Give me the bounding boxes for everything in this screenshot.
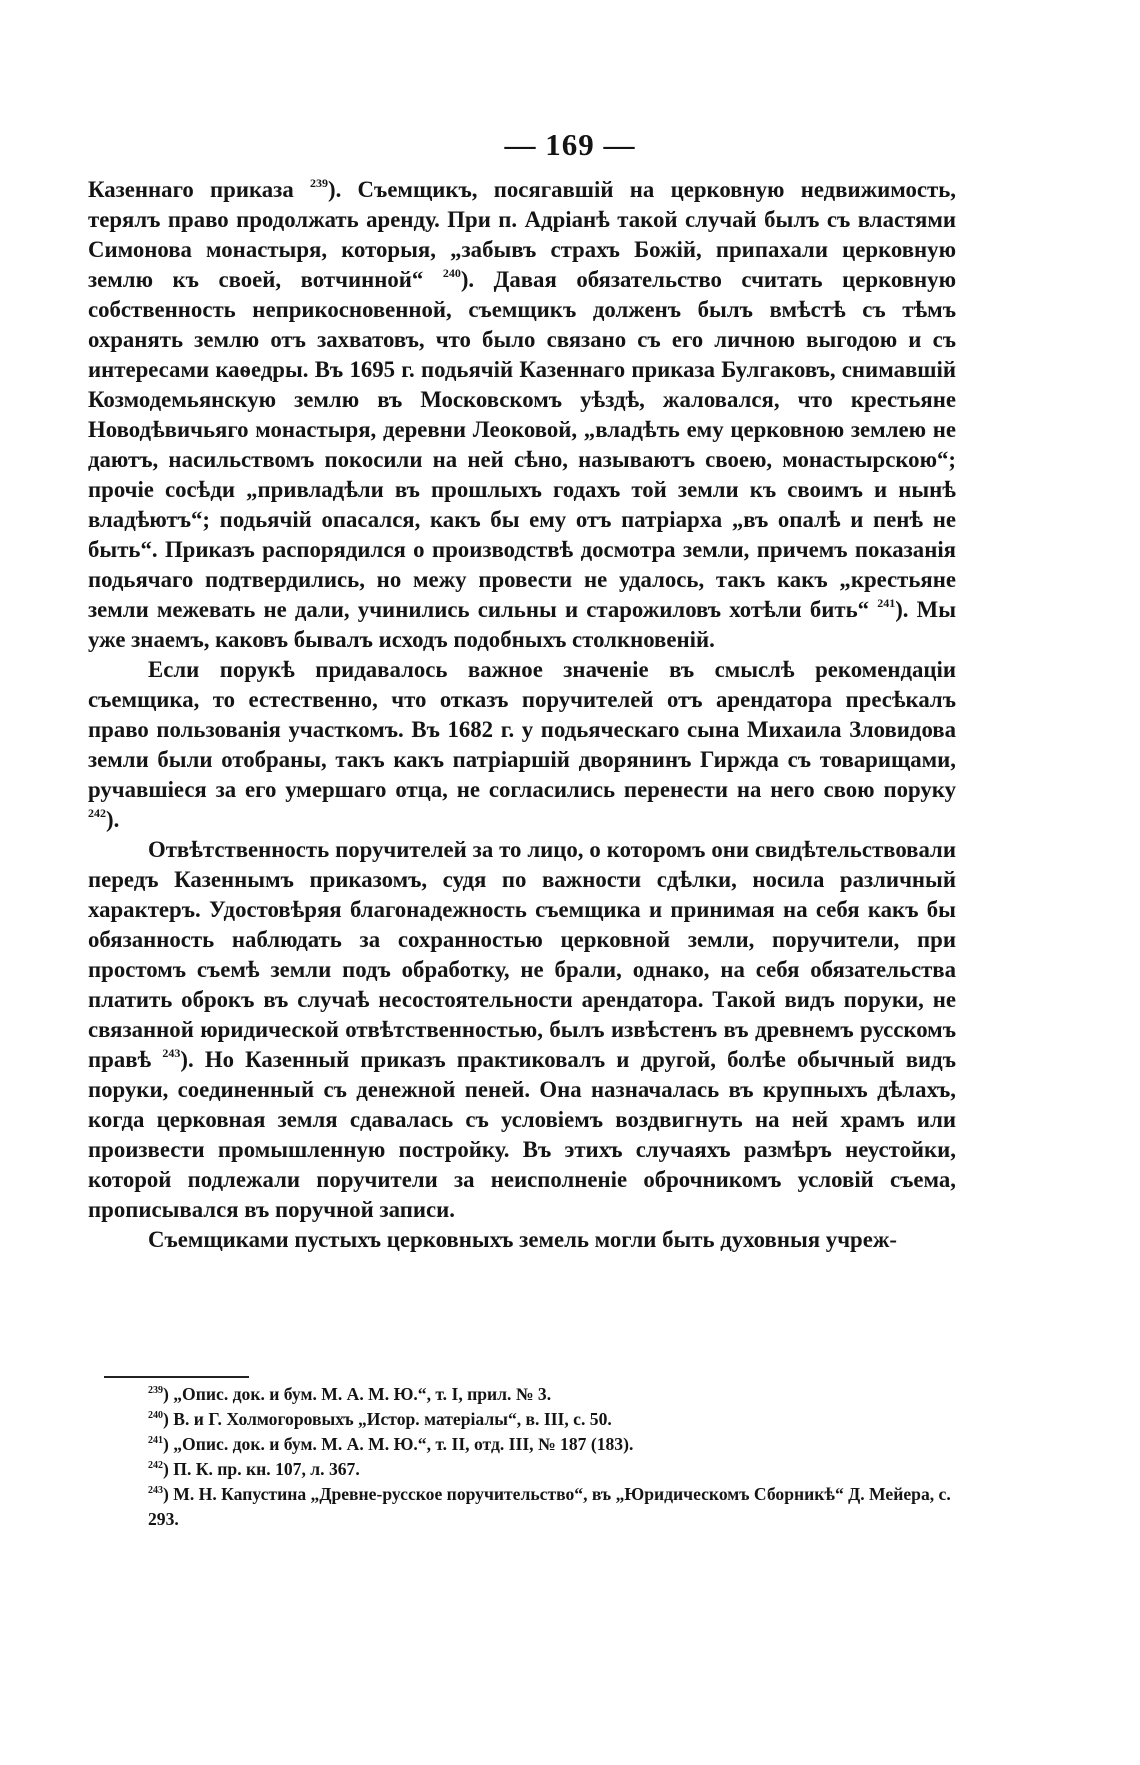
paragraph-text: Если порукѣ придавалось важное значеніе въ смыслѣ рекомендаціи съемщика, то естественно, что отказъ поручителей отъ арендатора пресѣкалъ право пользованія участкомъ. Въ 1682 г. у подьяческаго сына Михаила Зловидова земли были отобраны, такъ какъ патріаршій дворянинъ Гиржда съ товарищами, ручавшіеся за его умершаго отца, не согласились перенести на него свою поруку (88, 657, 956, 802)
footnote-number: 241 (148, 1435, 163, 1446)
footnote-ref: 239 (310, 176, 328, 190)
footnote (88, 1432, 956, 1457)
paragraph-text: ). Давая обязательство считать церковную собственность неприкосновенной, съемщикъ долженъ былъ вмѣстѣ съ тѣмъ охранять землю отъ захватовъ, что было связано съ его личною выгодою и съ интересами каѳедры. Въ 1695 г. подьячій Казеннаго приказа Булгаковъ, снимавшій Козмодемьянскую землю въ Московскомъ уѣздѣ, жаловался, что крестьяне Новодѣвичьяго монастыря, деревни Леоковой, „владѣть ему церковною землею не даютъ, насильствомъ покосили на ней сѣно, называютъ своею, монастырскою“; прочіе сосѣди „привладѣли въ прошлыхъ годахъ той земли къ своимъ и нынѣ владѣютъ“; подьячій опасался, какъ бы ему отъ патріарха „въ опалѣ и пенѣ не быть“. Приказъ распорядился о производствѣ досмотра земли, причемъ показанія подьячаго подтвердились, но межу провести не удалось, такъ какъ „крестьяне земли межевать не дали, учинились сильны и старожиловъ хотѣли бить“ (88, 267, 956, 622)
footnotes (88, 1382, 956, 1532)
footnote-rule (104, 1376, 249, 1378)
footnote-ref: 242 (88, 806, 106, 820)
footnote-ref: 243 (162, 1046, 181, 1060)
footnote-ref: 240 (442, 266, 461, 280)
footnote (88, 1457, 956, 1482)
footnote-text: ) В. и Г. Холмогоровыхъ „Истор. матеріалы“, в. III, с. 50. (163, 1409, 612, 1429)
paragraph-text: ). Но Казенный приказъ практиковалъ и другой, болѣе обычный видъ поруки, соединенный съ денежной пеней. Она назначалась въ крупныхъ дѣлахъ, когда церковная земля сдавалась съ условіемъ воздвигнуть на ней храмъ или произвести промышленную постройку. Въ этихъ случаяхъ размѣръ неустойки, которой подлежали поручители за неисполненіе оброчникомъ условій съема, прописывался въ поручной записи. (88, 1047, 956, 1222)
footnote-text: ) П. К. пр. кн. 107, л. 367. (163, 1459, 360, 1479)
footnote (88, 1482, 956, 1532)
paragraph-text: Съемщиками пустыхъ церковныхъ земель могли быть духовныя учреж- (148, 1227, 897, 1252)
paragraph (88, 655, 956, 835)
footnote-number: 242 (148, 1460, 163, 1471)
footnote-text: ) М. Н. Капустина „Древне-русское поручительство“, въ „Юридическомъ Сборникѣ“ Д. Мейера, с. 293. (148, 1484, 951, 1529)
footnote (88, 1382, 956, 1407)
paragraph-text: ). Съемщикъ, посягавшій на церковную недвижимость, терялъ право продолжать аренду. При п. Адріанѣ такой случай былъ съ властями Симонова монастыря, которыя, „забывъ страхъ Божій, припахали церковную землю къ своей, вотчинной“ (88, 177, 956, 292)
footnote-number: 240 (148, 1410, 163, 1421)
footnote (88, 1407, 956, 1432)
footnote-ref: 241 (877, 596, 896, 610)
footnote-number: 239 (148, 1385, 163, 1396)
paragraph-text: ). (106, 807, 120, 832)
paragraph (88, 1225, 956, 1255)
paragraph (88, 175, 956, 655)
page-number: — 169 — (504, 127, 636, 162)
body-text (88, 175, 956, 1255)
footnote-text: ) „Опис. док. и бум. М. А. М. Ю.“, т. II, отд. III, № 187 (183). (163, 1434, 634, 1454)
paragraph-text: Отвѣтственность поручителей за то лицо, о которомъ они свидѣтельствовали передъ Казеннымъ приказомъ, судя по важности сдѣлки, носила различный характеръ. Удостовѣряя благонадежность съемщика и принимая на себя какъ бы обязанность наблюдать за сохранностью церковной земли, поручители, при простомъ съемѣ земли подъ обработку, не брали, однако, на себя обязательства платить оброкъ въ случаѣ несостоятельности арендатора. Такой видъ поруки, не связанной юридической отвѣтственностью, былъ извѣстенъ въ древнемъ русскомъ правѣ (88, 837, 956, 1072)
paragraph-text: Казеннаго приказа (88, 177, 310, 202)
footnote-number: 243 (148, 1485, 163, 1496)
footnote-text: ) „Опис. док. и бум. М. А. М. Ю.“, т. I, прил. № 3. (163, 1384, 552, 1404)
paragraph-text: ). Мы уже знаемъ, каковъ бывалъ исходъ подобныхъ столкновеній. (88, 597, 956, 652)
paragraph (88, 835, 956, 1225)
